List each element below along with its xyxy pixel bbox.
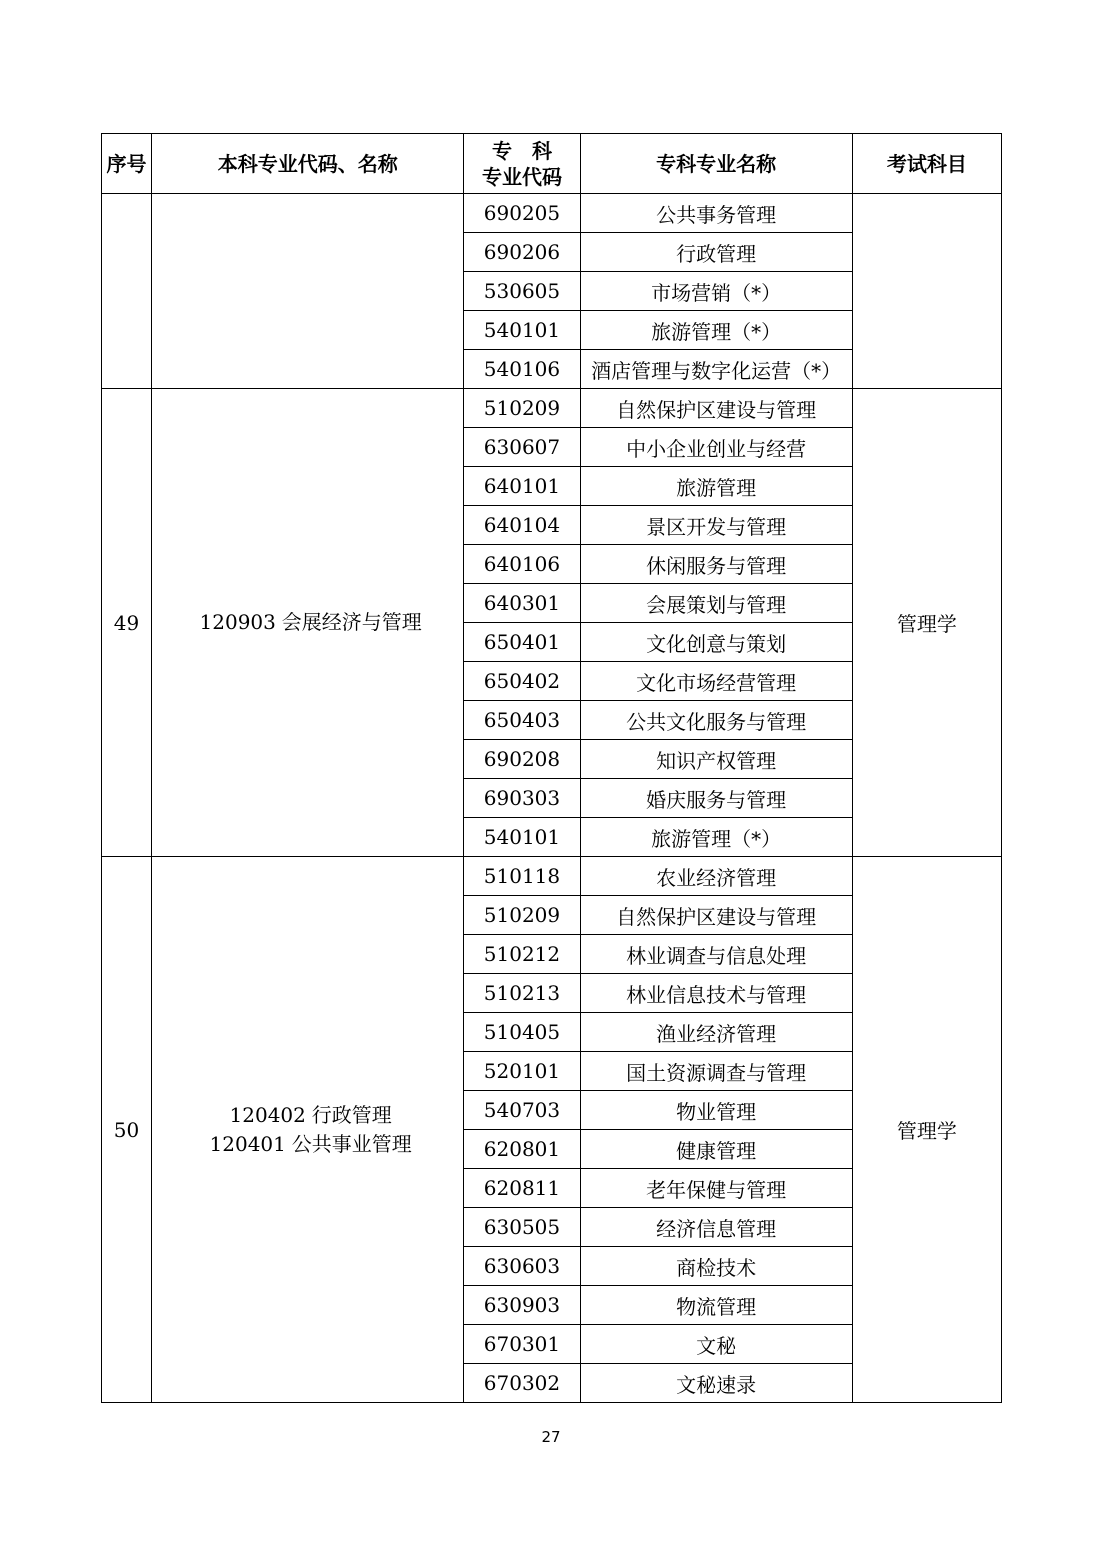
header-zk-code (464, 134, 580, 194)
zk-name-cell: 文化创意与策划 (580, 623, 852, 662)
bk-major-code: 120402 (229, 1102, 306, 1127)
zk-code-cell: 670302 (464, 1364, 580, 1403)
seq-cell: 49 (102, 389, 152, 857)
zk-name-cell: 婚庆服务与管理 (580, 779, 852, 818)
zk-code-cell: 650402 (464, 662, 580, 701)
table-body (102, 194, 1002, 1403)
zk-name-cell: 农业经济管理 (580, 857, 852, 896)
bk-major-name: 行政管理 (311, 1102, 392, 1127)
zk-code-cell: 620801 (464, 1130, 580, 1169)
exam-cell (852, 194, 1001, 389)
zk-name-cell: 公共事务管理 (580, 194, 852, 233)
zk-code-cell: 540101 (464, 818, 580, 857)
zk-code-cell: 690208 (464, 740, 580, 779)
zk-code-cell: 510212 (464, 935, 580, 974)
zk-name-cell: 国土资源调查与管理 (580, 1052, 852, 1091)
zk-name-cell: 商检技术 (580, 1247, 852, 1286)
zk-name-cell: 林业调查与信息处理 (580, 935, 852, 974)
seq-cell (102, 194, 152, 389)
exam-cell: 管理学 (852, 857, 1001, 1403)
table-row (102, 389, 1002, 428)
zk-code-cell: 650403 (464, 701, 580, 740)
bk-major-cell (152, 857, 464, 1403)
zk-code-cell: 510213 (464, 974, 580, 1013)
zk-code-cell: 650401 (464, 623, 580, 662)
bk-major-entry (152, 1101, 463, 1130)
zk-name-cell: 自然保护区建设与管理 (580, 896, 852, 935)
exam-cell: 管理学 (852, 389, 1001, 857)
zk-code-cell: 530605 (464, 272, 580, 311)
zk-code-cell: 520101 (464, 1052, 580, 1091)
zk-name-cell: 文秘速录 (580, 1364, 852, 1403)
zk-name-cell: 景区开发与管理 (580, 506, 852, 545)
zk-name-cell: 健康管理 (580, 1130, 852, 1169)
header-zk-code-line1: 专 科 (491, 138, 552, 163)
table-row (102, 194, 1002, 233)
bk-major-name: 会展经济与管理 (281, 610, 422, 634)
zk-code-cell: 630607 (464, 428, 580, 467)
zk-code-cell: 630903 (464, 1286, 580, 1325)
zk-name-cell: 行政管理 (580, 233, 852, 272)
zk-name-cell: 经济信息管理 (580, 1208, 852, 1247)
zk-code-cell: 540703 (464, 1091, 580, 1130)
zk-name-cell: 物业管理 (580, 1091, 852, 1130)
zk-code-cell: 540101 (464, 311, 580, 350)
header-bk-major: 本科专业代码、名称 (152, 134, 464, 194)
header-zk-code-line2: 专业代码 (481, 164, 562, 189)
header-zk-name: 专科专业名称 (580, 134, 852, 194)
zk-name-cell: 旅游管理 (580, 467, 852, 506)
zk-name-cell: 会展策划与管理 (580, 584, 852, 623)
zk-code-cell: 510118 (464, 857, 580, 896)
zk-name-cell: 市场营销（*） (580, 272, 852, 311)
zk-code-cell: 690206 (464, 233, 580, 272)
zk-name-cell: 物流管理 (580, 1286, 852, 1325)
zk-name-cell: 文秘 (580, 1325, 852, 1364)
seq-cell: 50 (102, 857, 152, 1403)
zk-code-cell: 620811 (464, 1169, 580, 1208)
zk-code-cell: 670301 (464, 1325, 580, 1364)
bk-major-code: 120903 (199, 610, 276, 634)
zk-name-cell: 老年保健与管理 (580, 1169, 852, 1208)
zk-code-cell: 510209 (464, 389, 580, 428)
bk-major-entry (152, 608, 463, 637)
zk-name-cell: 旅游管理（*） (580, 311, 852, 350)
zk-code-cell: 630505 (464, 1208, 580, 1247)
major-table (101, 133, 1002, 1403)
zk-code-cell: 640104 (464, 506, 580, 545)
header-seq: 序号 (102, 134, 152, 194)
zk-name-cell: 知识产权管理 (580, 740, 852, 779)
table-row (102, 857, 1002, 896)
zk-name-cell: 中小企业创业与经营 (580, 428, 852, 467)
zk-code-cell: 630603 (464, 1247, 580, 1286)
header-exam: 考试科目 (852, 134, 1001, 194)
bk-major-cell (152, 389, 464, 857)
zk-code-cell: 640106 (464, 545, 580, 584)
bk-major-name: 公共事业管理 (291, 1131, 412, 1156)
zk-name-cell: 自然保护区建设与管理 (580, 389, 852, 428)
zk-code-cell: 510209 (464, 896, 580, 935)
zk-name-cell: 文化市场经营管理 (580, 662, 852, 701)
page-number: 27 (541, 1428, 561, 1446)
bk-major-cell (152, 194, 464, 389)
zk-code-cell: 640101 (464, 467, 580, 506)
zk-code-cell: 690205 (464, 194, 580, 233)
zk-name-cell: 公共文化服务与管理 (580, 701, 852, 740)
zk-name-cell: 酒店管理与数字化运营（*） (580, 350, 852, 389)
zk-name-cell: 休闲服务与管理 (580, 545, 852, 584)
zk-code-cell: 690303 (464, 779, 580, 818)
zk-name-cell: 旅游管理（*） (580, 818, 852, 857)
zk-name-cell: 渔业经济管理 (580, 1013, 852, 1052)
zk-code-cell: 640301 (464, 584, 580, 623)
zk-code-cell: 510405 (464, 1013, 580, 1052)
table-header-row (102, 134, 1002, 194)
zk-name-cell: 林业信息技术与管理 (580, 974, 852, 1013)
bk-major-code: 120401 (209, 1131, 286, 1156)
zk-code-cell: 540106 (464, 350, 580, 389)
bk-major-entry (152, 1130, 463, 1159)
